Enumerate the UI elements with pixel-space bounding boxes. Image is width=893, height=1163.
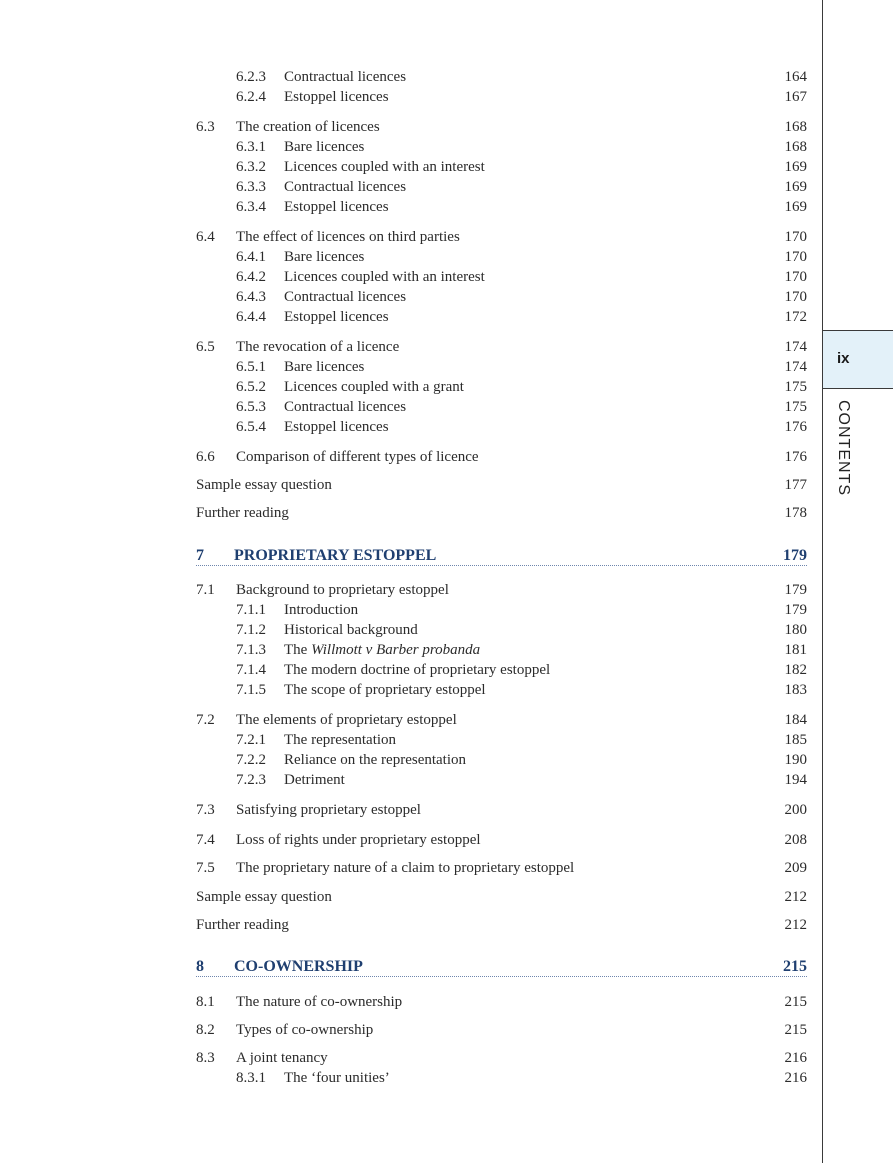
entry-title [284,307,389,327]
page-ref: 167 [784,89,807,105]
entry-number: 7.1.1 [236,602,266,618]
chapter-rule [196,976,807,977]
entry-title-text: Contractual licences [284,179,407,195]
entry-number: 7.1 [196,582,215,598]
entry-title-text: The representation [284,732,397,748]
page-ref: 170 [784,269,807,285]
entry-title [196,475,332,495]
page-ref: 212 [784,917,807,933]
entry-number: 6.3.4 [236,199,266,215]
entry-number: 6.5.2 [236,379,266,395]
entry-title-text: Contractual licences [284,399,407,415]
entry-title [284,287,406,307]
entry-title-text: Estoppel licences [284,89,389,105]
entry-title [284,377,464,397]
entry-number: 6.5.3 [236,399,266,415]
entry-title [284,770,345,790]
entry-title [236,227,460,247]
page-ref: 179 [783,547,807,564]
entry-title [284,417,389,437]
entry-title [284,620,418,640]
entry-number: 6.5 [196,339,215,355]
entry-number: 6.3.3 [236,179,266,195]
page-ref: 172 [784,309,807,325]
page-ref: 190 [784,752,807,768]
page-ref: 216 [784,1070,807,1086]
entry-number: 8.2 [196,1022,215,1038]
entry-title [236,1020,373,1040]
running-head: CONTENTS [835,400,852,496]
entry-title-text: Contractual licences [284,289,407,305]
entry-title [284,247,364,267]
entry-number: 8.3.1 [236,1070,266,1086]
entry-title-text: Further reading [196,917,289,933]
entry-title [236,992,402,1012]
page-ref: 194 [784,772,807,788]
entry-number: 7 [196,547,204,564]
entry-title-text: Estoppel licences [284,309,389,325]
entry-title-text: The revocation of a licence [236,339,400,355]
entry-title-text: Estoppel licences [284,419,389,435]
entry-title-text: The creation of licences [236,119,380,135]
entry-title [284,730,396,750]
entry-title-text: Detriment [284,772,345,788]
page-ref: 185 [784,732,807,748]
page-ref: 169 [784,159,807,175]
entry-number: 6.4.4 [236,309,266,325]
entry-title [236,830,481,850]
page-ref: 176 [784,449,807,465]
page-ref: 164 [784,69,807,85]
entry-title [284,660,550,680]
page-number-tab [823,330,893,389]
entry-title-text: A joint tenancy [236,1050,328,1066]
entry-title-text: Contractual licences [284,69,407,85]
page-ref: 168 [784,119,807,135]
entry-number: 7.1.5 [236,682,266,698]
entry-number: 6.4.1 [236,249,266,265]
entry-title [236,858,574,878]
entry-number: 7.2.2 [236,752,266,768]
entry-number: 6.3.2 [236,159,266,175]
entry-title-text: Historical background [284,622,418,638]
entry-title-text: Bare licences [284,249,365,265]
entry-title [236,800,421,820]
entry-title-text: Further reading [196,505,289,521]
page-ref: 208 [784,832,807,848]
entry-number: 8 [196,958,204,975]
page-ref: 215 [783,958,807,975]
entry-title-text: The proprietary nature of a claim to proprietary estoppel [236,860,575,876]
entry-title-text: Sample essay question [196,477,332,493]
page-ref: 170 [784,229,807,245]
page-ref: 178 [784,505,807,521]
entry-title-text: CO-OWNERSHIP [234,958,363,975]
entry-number: 7.1.4 [236,662,266,678]
entry-title-text: The scope of proprietary estoppel [284,682,486,698]
chapter-rule [196,565,807,566]
entry-number: 7.4 [196,832,215,848]
entry-title [236,580,449,600]
entry-title-italic: Willmott v Barber probanda [311,642,481,658]
page-ref: 184 [784,712,807,728]
entry-title-text: The ‘four unities’ [284,1070,390,1086]
page-ref: 174 [784,359,807,375]
entry-title [236,447,479,467]
entry-title [236,710,457,730]
entry-title [196,503,289,523]
entry-title [284,87,389,107]
entry-number: 7.2 [196,712,215,728]
entry-title [236,1048,328,1068]
entry-number: 6.2.4 [236,89,266,105]
page-ref: 170 [784,289,807,305]
entry-title [284,137,364,157]
page-ref: 176 [784,419,807,435]
entry-number: 6.5.1 [236,359,266,375]
entry-number: 6.5.4 [236,419,266,435]
entry-title [284,177,406,197]
entry-title-text: The effect of licences on third parties [236,229,460,245]
entry-title-text: The [284,642,308,658]
entry-number: 7.2.1 [236,732,266,748]
entry-title [236,117,380,137]
entry-title-text: Licences coupled with an interest [284,269,485,285]
entry-number: 6.3.1 [236,139,266,155]
entry-title [196,915,289,935]
entry-title [284,67,406,87]
entry-title-text: Reliance on the representation [284,752,467,768]
page-ref: 209 [784,860,807,876]
page-ref: 174 [784,339,807,355]
page-ref: 180 [784,622,807,638]
entry-title [234,546,436,566]
entry-title-text: Estoppel licences [284,199,389,215]
entry-number: 7.1.3 [236,642,266,658]
entry-title-text: The nature of co-ownership [236,994,403,1010]
page-ref: 182 [784,662,807,678]
sidebar-divider [822,0,823,1163]
page-ref: 175 [784,399,807,415]
entry-title [236,337,399,357]
page-ref: 175 [784,379,807,395]
entry-title [284,197,389,217]
page-ref: 215 [784,994,807,1010]
entry-number: 6.6 [196,449,215,465]
entry-title-text: Comparison of different types of licence [236,449,479,465]
entry-title-text: Sample essay question [196,889,332,905]
page-ref: 177 [784,477,807,493]
entry-title-text: Bare licences [284,139,365,155]
entry-number: 8.1 [196,994,215,1010]
entry-title [284,267,485,287]
entry-title-text: Satisfying proprietary estoppel [236,802,421,818]
page-ref: 169 [784,179,807,195]
page-ref: 179 [784,602,807,618]
entry-title-text: The elements of proprietary estoppel [236,712,457,728]
entry-title [284,600,358,620]
page-ref: 179 [784,582,807,598]
entry-title [284,157,485,177]
entry-title [284,680,486,700]
entry-title-text: Loss of rights under proprietary estoppel [236,832,481,848]
page-ref: 215 [784,1022,807,1038]
entry-title [284,750,466,770]
page-ref: 181 [784,642,807,658]
entry-title-text: Types of co-ownership [236,1022,374,1038]
entry-number: 6.3 [196,119,215,135]
entry-title-text: Introduction [284,602,359,618]
entry-number: 8.3 [196,1050,215,1066]
entry-number: 7.3 [196,802,215,818]
page-ref: 183 [784,682,807,698]
entry-title-text: Licences coupled with a grant [284,379,464,395]
entry-title-text: The modern doctrine of proprietary estoppel [284,662,551,678]
entry-number: 7.2.3 [236,772,266,788]
page-ref: 216 [784,1050,807,1066]
entry-number: 6.4.2 [236,269,266,285]
page-number: ix [837,350,850,367]
entry-number: 7.5 [196,860,215,876]
entry-title [284,640,480,660]
entry-title [196,887,332,907]
page-ref: 212 [784,889,807,905]
entry-title [284,357,364,377]
entry-title-text: Licences coupled with an interest [284,159,485,175]
entry-number: 6.4 [196,229,215,245]
entry-title [234,957,363,977]
entry-title [284,1068,390,1088]
entry-number: 6.2.3 [236,69,266,85]
entry-number: 7.1.2 [236,622,266,638]
page-ref: 200 [784,802,807,818]
entry-title-text: Background to proprietary estoppel [236,582,449,598]
page-ref: 169 [784,199,807,215]
entry-title-text: PROPRIETARY ESTOPPEL [234,547,437,564]
entry-number: 6.4.3 [236,289,266,305]
entry-title-text: Bare licences [284,359,365,375]
page-ref: 168 [784,139,807,155]
page-ref: 170 [784,249,807,265]
entry-title [284,397,406,417]
